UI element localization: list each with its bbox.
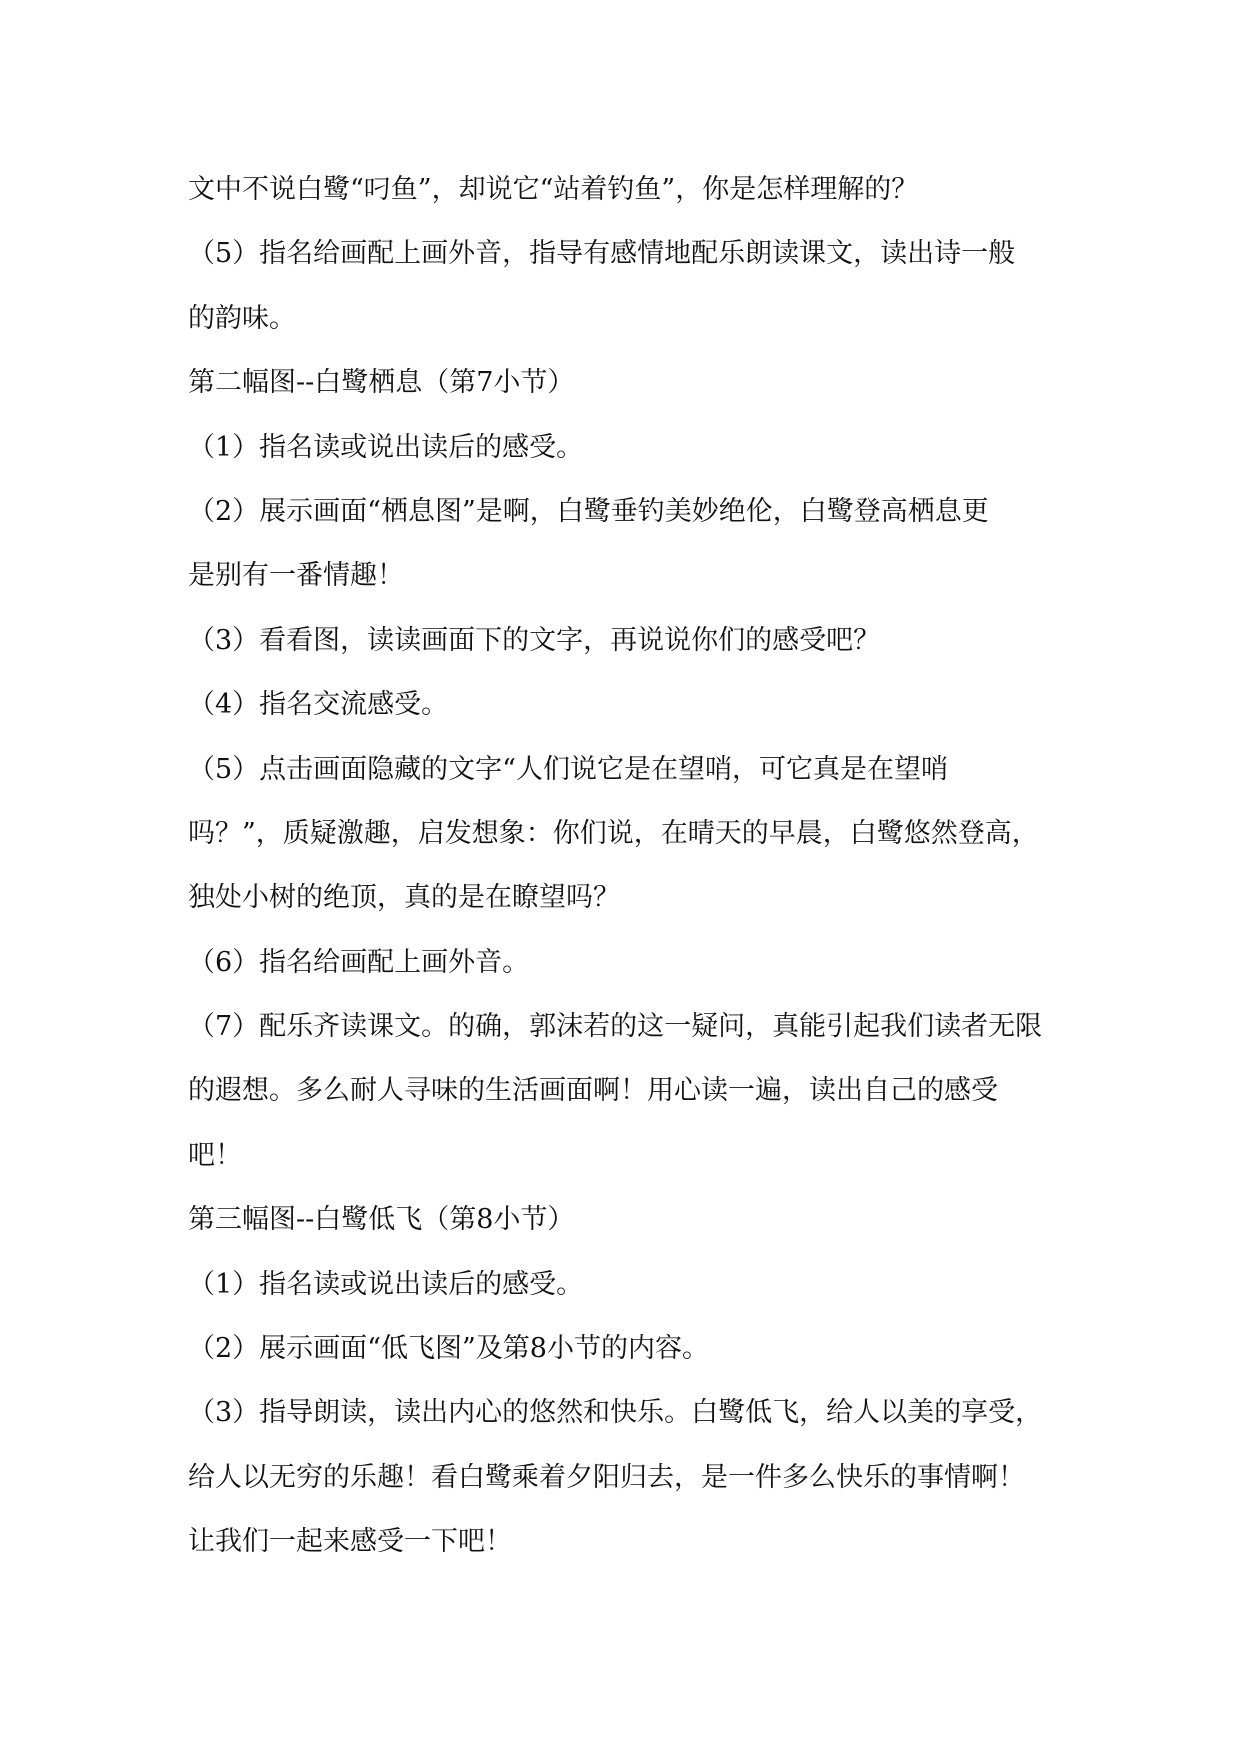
text-line: 文中不说白鹭“叼鱼”，却说它“站着钓鱼”，你是怎样理解的？ bbox=[188, 174, 919, 205]
text-line: （5）点击画面隐藏的文字“人们说它是在望哨，可它真是在望哨 bbox=[188, 753, 948, 785]
text-line: 吗？”，质疑激趣，启发想象：你们说，在晴天的早晨，白鹭悠然登高， bbox=[188, 817, 1039, 849]
text-line: （3）看看图，读读画面下的文字，再说说你们的感受吧？ bbox=[188, 624, 881, 656]
text-line: （1）指名读或说出读后的感受。 bbox=[188, 431, 584, 463]
text-line: （2）展示画面“栖息图”是啊，白鹭垂钓美妙绝伦，白鹭登高栖息更 bbox=[188, 495, 989, 527]
text-line: 吧！ bbox=[188, 1139, 242, 1171]
text-line: （6）指名给画配上画外音。 bbox=[188, 946, 530, 978]
text-line: （4）指名交流感受。 bbox=[188, 689, 449, 721]
text-line: 独处小树的绝顶，真的是在瞭望吗？ bbox=[188, 882, 620, 914]
text-line: （5）指名给画配上画外音，指导有感情地配乐朗读课文，读出诗一般 bbox=[188, 238, 1016, 270]
document-body bbox=[188, 158, 1088, 1575]
section-heading: 第三幅图--白鹭低飞（第8小节） bbox=[188, 1204, 575, 1236]
text-line: 的遐想。多么耐人寻味的生活画面啊！用心读一遍，读出自己的感受 bbox=[188, 1075, 998, 1107]
text-line: （1）指名读或说出读后的感受。 bbox=[188, 1268, 584, 1300]
text-line: （3）指导朗读，读出内心的悠然和快乐。白鹭低飞，给人以美的享受， bbox=[188, 1397, 1043, 1429]
text-line: 让我们一起来感受一下吧！ bbox=[188, 1526, 512, 1558]
text-line: 的韵味。 bbox=[188, 302, 296, 334]
text-line: 是别有一番情趣！ bbox=[188, 560, 404, 592]
text-line: （2）展示画面“低飞图”及第8小节的内容。 bbox=[188, 1333, 709, 1365]
text-line: （7）配乐齐读课文。的确，郭沫若的这一疑问，真能引起我们读者无限 bbox=[188, 1011, 1043, 1043]
section-heading: 第二幅图--白鹭栖息（第7小节） bbox=[188, 367, 575, 399]
text-line: 给人以无穷的乐趣！看白鹭乘着夕阳归去，是一件多么快乐的事情啊！ bbox=[188, 1461, 1025, 1493]
